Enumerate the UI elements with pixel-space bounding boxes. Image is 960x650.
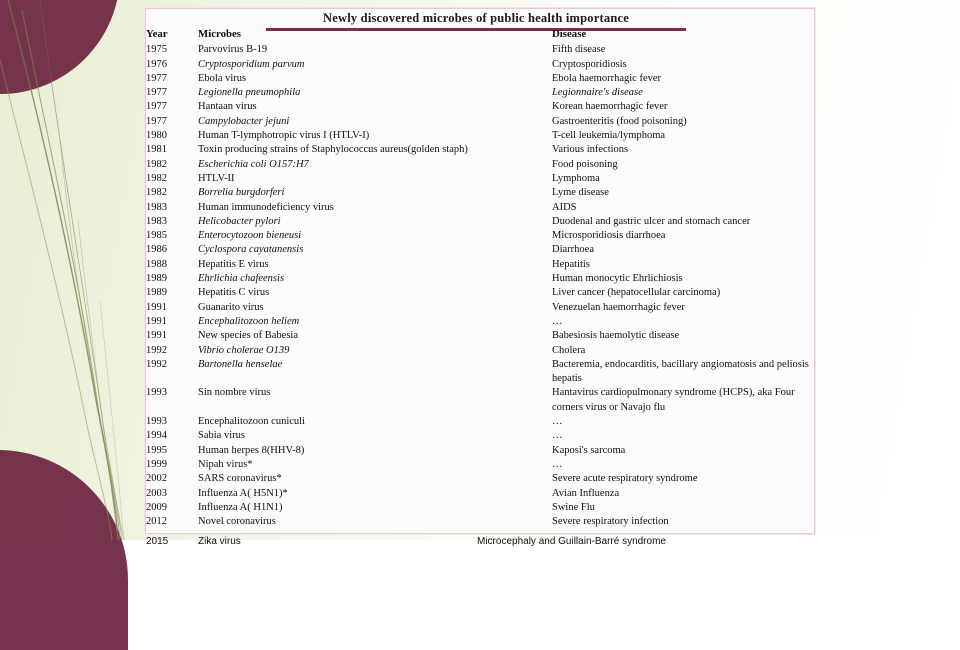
cell-disease: Various infections: [552, 144, 629, 156]
cell-year: 1982: [146, 172, 167, 184]
content-frame: [145, 8, 815, 548]
cell-disease: Swine Flu: [552, 501, 595, 513]
cell-microbe: Helicobacter pylori: [198, 215, 281, 227]
cell-microbe: Vibrio cholerae O139: [198, 344, 290, 356]
cell-microbe: Human immunodeficiency virus: [198, 201, 334, 213]
column-header-disease: Disease: [552, 28, 587, 40]
cell-year: 1994: [146, 430, 167, 442]
cell-year: 1988: [146, 258, 167, 270]
cell-microbe: Parvovirus B-19: [198, 44, 268, 56]
cell-disease: Legionnaire's disease: [552, 87, 643, 99]
cell-year: 1991: [146, 330, 167, 342]
cell-disease: Diarrhoea: [552, 244, 594, 256]
cell-year: 1976: [146, 58, 167, 70]
table-row: [146, 329, 814, 343]
table-row: [146, 158, 814, 172]
table-row: [146, 429, 814, 443]
cell-disease: AIDS: [552, 201, 577, 213]
cell-disease: …: [552, 315, 563, 327]
cell-microbe: Toxin producing strains of Staphylococcus aureus(golden staph): [198, 144, 468, 156]
cell-microbe: Campylobacter jejuni: [198, 115, 290, 127]
cell-year: 1983: [146, 201, 167, 213]
cell-microbe: Enterocytozoon bieneusi: [198, 230, 302, 242]
table-row: [146, 143, 814, 157]
cell-microbe: Novel coronavirus: [198, 516, 276, 528]
table-row: [146, 229, 814, 243]
cell-disease: Cholera: [552, 344, 586, 356]
table-row: [146, 58, 814, 72]
cell-year: 1993: [146, 416, 167, 428]
table-row: [146, 286, 814, 300]
cell-microbe: Sabia virus: [198, 430, 245, 442]
cell-microbe: Hepatitis E virus: [198, 258, 269, 270]
table-row: [146, 415, 814, 429]
cell-year: 1995: [146, 444, 167, 456]
table-row: [146, 115, 814, 129]
table-row: [146, 344, 814, 358]
cell-year: 2002: [146, 473, 167, 485]
cell-microbe: Borrelia burgdorferi: [198, 187, 285, 199]
cell-microbe: Encephalitozoon cuniculi: [198, 416, 306, 428]
cell-disease: Human monocytic Ehrlichiosis: [552, 273, 683, 285]
cell-microbe: Cryptosporidium parvum: [198, 58, 305, 70]
cell-disease: …: [552, 430, 563, 442]
cell-microbe: Hepatitis C virus: [198, 287, 270, 299]
cell-microbe: Cyclospora cayatanensis: [198, 244, 304, 256]
cell-year: 1993: [146, 387, 167, 399]
cell-year: 1980: [146, 130, 167, 142]
decorative-corner-top-left: [0, 0, 120, 94]
cell-year: 1981: [146, 144, 167, 156]
cell-microbe: Ebola virus: [198, 72, 247, 84]
cell-disease: Severe acute respiratory syndrome: [552, 473, 698, 485]
cell-microbe: Encephalitozoon heliem: [198, 315, 300, 327]
cell-disease: …: [552, 416, 563, 428]
cell-disease: Cryptosporidiosis: [552, 58, 627, 70]
table-row: [146, 315, 814, 329]
cell-year: 1983: [146, 215, 167, 227]
cell-year: 1999: [146, 458, 167, 470]
cell-year: 1982: [146, 187, 167, 199]
cell-year: 1992: [146, 358, 167, 370]
cell-year: 2003: [146, 487, 167, 499]
cell-microbe: Legionella pneumophila: [198, 87, 301, 99]
table-row: [146, 301, 814, 315]
table-row: [146, 201, 814, 215]
table-row: [146, 358, 814, 387]
table-row-latest: [146, 529, 814, 549]
cell-microbe: HTLV-II: [198, 172, 235, 184]
cell-year: 1977: [146, 115, 167, 127]
decorative-corner-bottom-left: [0, 450, 128, 650]
cell-microbe: Bartonella henselae: [198, 358, 283, 370]
table-row: [146, 458, 814, 472]
cell-microbe: Ehrlichia chafeensis: [198, 273, 285, 285]
cell-disease: Hantavirus cardiopulmonary syndrome (HCPS), aka Four corners virus or Navajo flu: [552, 387, 795, 413]
cell-disease: Ebola haemorrhagic fever: [552, 72, 662, 84]
cell-disease: Korean haemorrhagic fever: [552, 101, 668, 113]
column-header-year: Year: [146, 28, 168, 40]
table-row: [146, 215, 814, 229]
cell-year: 1991: [146, 315, 167, 327]
table-row: [146, 515, 814, 529]
cell-disease: Microcephaly and Guillain-Barré syndrome: [477, 536, 666, 548]
cell-year: 1991: [146, 301, 167, 313]
cell-disease: Severe respiratory infection: [552, 516, 669, 528]
cell-disease: Avian Influenza: [552, 487, 620, 499]
table-row: [146, 487, 814, 501]
table-row: [146, 186, 814, 200]
cell-microbe: Guanarito virus: [198, 301, 264, 313]
cell-microbe: Influenza A( H1N1): [198, 501, 283, 513]
column-header-microbes: Microbes: [198, 28, 241, 40]
cell-disease: Hepatitis: [552, 258, 590, 270]
cell-year: 1982: [146, 158, 167, 170]
table-body: [146, 43, 814, 549]
table-row: [146, 243, 814, 257]
cell-disease: …: [552, 458, 563, 470]
cell-disease: Kaposi's sarcoma: [552, 444, 626, 456]
cell-microbe: Nipah virus*: [198, 458, 253, 470]
cell-disease: Duodenal and gastric ulcer and stomach cancer: [552, 215, 751, 227]
table-row: [146, 172, 814, 186]
cell-microbe: SARS coronavirus*: [198, 473, 282, 485]
cell-microbe: Human herpes 8(HHV-8): [198, 444, 305, 456]
cell-microbe: Zika virus: [198, 536, 241, 548]
table-row: [146, 272, 814, 286]
cell-disease: Gastroenteritis (food poisoning): [552, 115, 687, 127]
slide-title-text: Newly discovered microbes of public health importance: [323, 11, 629, 25]
table-row: [146, 501, 814, 515]
cell-disease: Babesiosis haemolytic disease: [552, 330, 680, 342]
cell-disease: T-cell leukemia/lymphoma: [552, 130, 666, 142]
cell-year: 1977: [146, 101, 167, 113]
table-row: [146, 258, 814, 272]
cell-year: 2015: [146, 536, 169, 548]
cell-microbe: Human T-lymphotropic virus I (HTLV-I): [198, 130, 370, 142]
cell-disease: Bacteremia, endocarditis, bacillary angiomatosis and peliosis hepatis: [552, 358, 809, 385]
cell-microbe: Hantaan virus: [198, 101, 257, 113]
cell-disease: Microsporidiosis diarrhoea: [552, 230, 666, 242]
cell-disease: Venezuelan haemorrhagic fever: [552, 301, 685, 313]
table-row: [146, 444, 814, 458]
cell-microbe: Escherichia coli O157:H7: [198, 158, 309, 170]
table-row: [146, 100, 814, 114]
cell-year: 1989: [146, 287, 167, 299]
table-row: [146, 43, 814, 57]
cell-year: 2009: [146, 501, 167, 513]
cell-disease: Lymphoma: [552, 172, 600, 184]
cell-disease: Fifth disease: [552, 44, 606, 56]
table-row: [146, 129, 814, 143]
cell-microbe: New species of Babesia: [198, 330, 299, 342]
cell-year: 1992: [146, 344, 167, 356]
table-row: [146, 72, 814, 86]
cell-year: 1989: [146, 273, 167, 285]
cell-year: 1986: [146, 244, 167, 256]
microbes-table: [146, 27, 814, 550]
cell-year: 1977: [146, 72, 167, 84]
table-row: [146, 86, 814, 100]
cell-year: 2012: [146, 516, 167, 528]
cell-disease: Food poisoning: [552, 158, 618, 170]
cell-microbe: Sin nombre virus: [198, 387, 271, 399]
cell-disease: Lyme disease: [552, 187, 609, 199]
cell-microbe: Influenza A( H5N1)*: [198, 487, 288, 499]
cell-disease: Liver cancer (hepatocellular carcinoma): [552, 287, 721, 299]
table-header-row: [146, 27, 814, 43]
cell-year: 1985: [146, 230, 167, 242]
table-row: [146, 386, 814, 415]
cell-year: 1975: [146, 44, 167, 56]
table-row: [146, 472, 814, 486]
cell-year: 1977: [146, 87, 167, 99]
